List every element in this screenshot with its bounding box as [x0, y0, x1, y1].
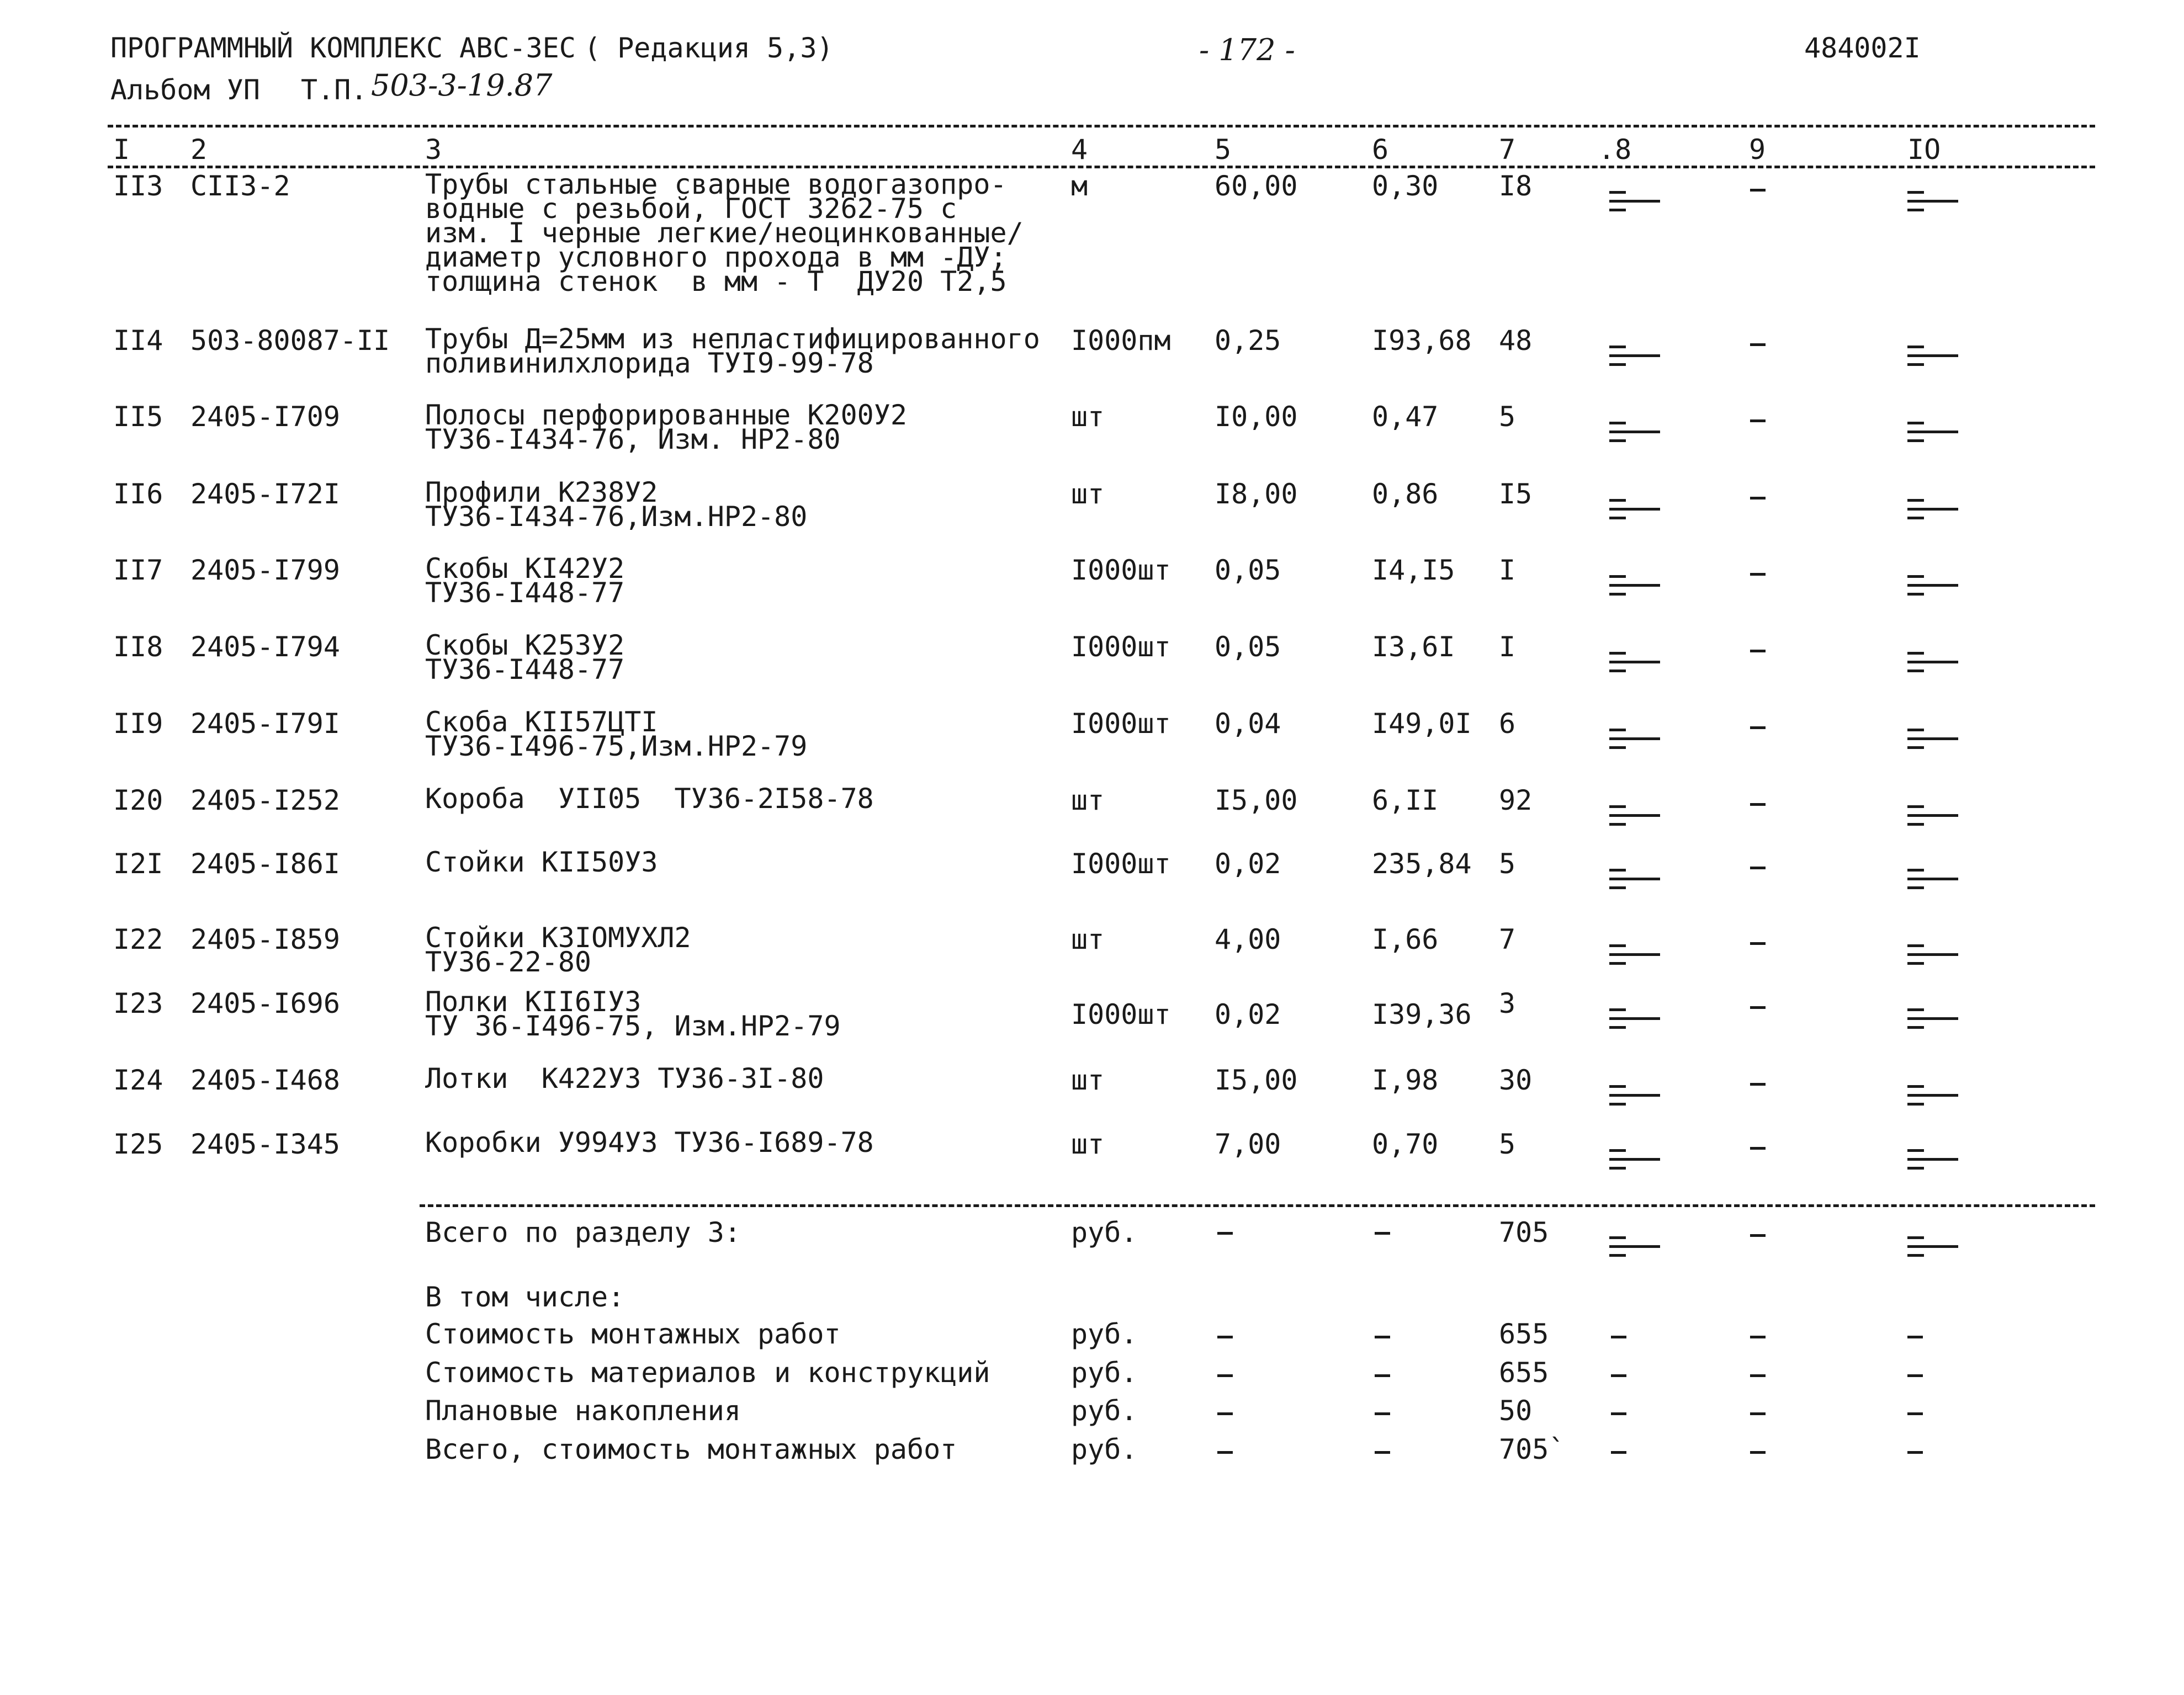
dash-mark	[1750, 419, 1766, 422]
album-label: Альбом УП	[110, 74, 260, 106]
totals-line-unit: руб.	[1071, 1433, 1138, 1465]
unit: м	[1071, 170, 1088, 202]
dash-mark	[1750, 573, 1766, 576]
ditto-mark	[1907, 419, 1963, 444]
quantity: 0,05	[1215, 631, 1281, 663]
description-line: Профили К238У2	[425, 476, 658, 508]
ditto-mark	[1609, 650, 1664, 674]
item-description	[425, 629, 625, 686]
item-description	[425, 986, 841, 1042]
price-code: 2405-I72I	[190, 478, 340, 510]
description-line: толщина стенок в мм - Т ДУ20 Т2,5	[425, 265, 1007, 297]
totals-line-value: 705`	[1499, 1433, 1566, 1465]
unit-price: 6,II	[1372, 784, 1439, 816]
item-description	[425, 1127, 874, 1159]
dash-mark	[1611, 1451, 1626, 1454]
unit-price: I3,6I	[1372, 631, 1455, 663]
description-line: водные с резьбой, ГОСТ 3262-75 с	[425, 193, 957, 225]
dash-mark	[1750, 343, 1766, 346]
dash-mark	[1750, 942, 1766, 945]
price-code: СII3-2	[190, 170, 290, 202]
dash-mark	[1750, 1147, 1766, 1150]
ditto-mark	[1907, 189, 1963, 213]
column-header-6: 6	[1372, 134, 1389, 166]
price-code: 2405-I252	[190, 784, 340, 816]
dash-mark	[1907, 1374, 1923, 1377]
dash-mark	[1217, 1451, 1233, 1454]
column-header-4: 4	[1071, 134, 1088, 166]
quantity: 0,04	[1215, 708, 1281, 740]
dash-mark	[1750, 1083, 1766, 1086]
total-cost: 48	[1499, 325, 1533, 357]
item-description	[425, 783, 874, 815]
price-code: 2405-I86I	[190, 848, 340, 880]
quantity: 0,25	[1215, 325, 1281, 357]
quantity: 7,00	[1215, 1128, 1281, 1160]
unit-price: 0,47	[1372, 401, 1439, 433]
description-line: ТУ36-I496-75,Изм.НР2-79	[425, 730, 808, 762]
dash-mark	[1750, 1006, 1766, 1009]
ditto-mark	[1609, 419, 1664, 444]
tp-number: 503-3-19.87	[371, 68, 553, 103]
unit-price: I93,68	[1372, 325, 1472, 357]
item-description	[425, 168, 1024, 297]
unit-price: 0,70	[1372, 1128, 1439, 1160]
totals-line-label: Стоимость монтажных работ	[425, 1318, 841, 1350]
price-code: 2405-I794	[190, 631, 340, 663]
quantity: 60,00	[1215, 170, 1298, 202]
totals-line-label: Всего, стоимость монтажных работ	[425, 1433, 957, 1465]
ditto-mark	[1907, 726, 1963, 751]
ditto-mark	[1609, 573, 1664, 597]
dash-mark	[1750, 726, 1766, 729]
description-line: Полки КII6IУ3	[425, 986, 642, 1018]
row-number: I24	[113, 1064, 163, 1096]
totals-line-value: 655	[1499, 1318, 1549, 1350]
description-line: ТУ36-I434-76,Изм.НР2-80	[425, 501, 808, 533]
unit: шт	[1071, 478, 1105, 510]
dash-mark	[1907, 1451, 1923, 1454]
row-number: I20	[113, 784, 163, 816]
quantity: I8,00	[1215, 478, 1298, 510]
dash-mark	[1217, 1336, 1233, 1338]
total-cost: I	[1499, 631, 1516, 663]
item-description	[425, 1062, 824, 1094]
unit-price: 0,30	[1372, 170, 1439, 202]
price-code: 2405-I696	[190, 987, 340, 1019]
row-number: II8	[113, 631, 163, 663]
row-number: I23	[113, 987, 163, 1019]
description-line: ТУ36-I448-77	[425, 577, 625, 609]
unit: шт	[1071, 923, 1105, 955]
row-number: I22	[113, 923, 163, 955]
ditto-mark	[1907, 650, 1963, 674]
ditto-mark	[1609, 803, 1664, 827]
column-header-8: .8	[1598, 134, 1632, 166]
totals-line-unit: руб.	[1071, 1318, 1138, 1350]
description-line: Трубы Д=25мм из непластифицированного	[425, 323, 1040, 355]
dash-mark	[1750, 803, 1766, 806]
column-header-5: 5	[1215, 134, 1232, 166]
ditto-mark	[1907, 573, 1963, 597]
unit: шт	[1071, 401, 1105, 433]
dash-mark	[1750, 497, 1766, 500]
dash-mark	[1750, 650, 1766, 652]
row-number: I2I	[113, 848, 163, 880]
ditto-mark	[1609, 343, 1664, 368]
ditto-mark	[1907, 1083, 1963, 1107]
unit-price: I,66	[1372, 923, 1439, 955]
dash-mark	[1907, 1412, 1923, 1415]
dash-mark	[1750, 867, 1766, 869]
dash-mark	[1375, 1336, 1390, 1338]
total-cost: I8	[1499, 170, 1533, 202]
price-code: 2405-I345	[190, 1128, 340, 1160]
unit: шт	[1071, 1064, 1105, 1096]
column-header-2: 2	[190, 134, 208, 166]
description-line: ТУ36-22-80	[425, 946, 592, 978]
description-line: Трубы стальные сварные водогазопро-	[425, 168, 1007, 200]
price-code: 2405-I468	[190, 1064, 340, 1096]
totals-line-value: 50	[1499, 1395, 1533, 1427]
description-line: Стойки К3IОМУХЛ2	[425, 922, 691, 954]
totals-line-unit: руб.	[1071, 1395, 1138, 1427]
description-line: ТУ36-I448-77	[425, 653, 625, 686]
unit-price: I49,0I	[1372, 708, 1472, 740]
ditto-mark	[1907, 942, 1963, 966]
column-header-9: 9	[1749, 134, 1766, 166]
unit: I000шт	[1071, 554, 1171, 586]
ditto-mark	[1907, 497, 1963, 521]
dash-mark	[1611, 1374, 1626, 1377]
ditto-mark	[1907, 1234, 1963, 1258]
section-total-label: Всего по разделу 3:	[425, 1216, 741, 1248]
description-line: диаметр условного прохода в мм -ДУ;	[425, 241, 1007, 273]
total-cost: 3	[1499, 987, 1516, 1019]
ditto-mark	[1907, 867, 1963, 891]
header-top-rule	[108, 125, 2095, 127]
ditto-mark	[1609, 497, 1664, 521]
dash-mark	[1750, 1234, 1766, 1237]
column-header-7: 7	[1499, 134, 1516, 166]
document-code: 484002I	[1804, 32, 1921, 64]
edition-label: ( Редакция 5,3)	[584, 32, 834, 64]
row-number: II5	[113, 401, 163, 433]
total-cost: 5	[1499, 401, 1516, 433]
total-cost: 30	[1499, 1064, 1533, 1096]
dash-mark	[1750, 1412, 1766, 1415]
price-code: 2405-I709	[190, 401, 340, 433]
quantity: 0,05	[1215, 554, 1281, 586]
dash-mark	[1750, 189, 1766, 192]
including-label: В том числе:	[425, 1281, 625, 1313]
description-line: Коробки У994У3 ТУ36-I689-78	[425, 1127, 874, 1159]
description-line: Скобы КI42У2	[425, 552, 625, 585]
ditto-mark	[1907, 1147, 1963, 1171]
ditto-mark	[1907, 803, 1963, 827]
totals-line-label: Плановые накопления	[425, 1395, 741, 1427]
ditto-mark	[1609, 189, 1664, 213]
totals-rule	[420, 1204, 2095, 1207]
description-line: ТУ36-I434-76, Изм. НР2-80	[425, 423, 841, 455]
description-line: Короба УII05 ТУ36-2I58-78	[425, 783, 874, 815]
unit: I000шт	[1071, 708, 1171, 740]
unit: I000шт	[1071, 848, 1171, 880]
total-cost: I5	[1499, 478, 1533, 510]
description-line: Лотки К422У3 ТУ36-3I-80	[425, 1062, 824, 1094]
row-number: II9	[113, 708, 163, 740]
quantity: I5,00	[1215, 1064, 1298, 1096]
price-code: 2405-I799	[190, 554, 340, 586]
totals-line-unit: руб.	[1071, 1357, 1138, 1389]
section-total-unit: руб.	[1071, 1216, 1138, 1248]
quantity: 4,00	[1215, 923, 1281, 955]
total-cost: 92	[1499, 784, 1533, 816]
quantity: 0,02	[1215, 848, 1281, 880]
item-description	[425, 399, 907, 455]
column-header-1: I	[113, 134, 130, 166]
dash-mark	[1750, 1374, 1766, 1377]
unit: шт	[1071, 784, 1105, 816]
row-number: II7	[113, 554, 163, 586]
dash-mark	[1217, 1232, 1233, 1235]
price-code: 2405-I79I	[190, 708, 340, 740]
item-description	[425, 846, 658, 878]
program-title: ПРОГРАММНЫЙ КОМПЛЕКС АВС-ЗЕС	[110, 32, 576, 64]
unit: I000шт	[1071, 631, 1171, 663]
price-code: 2405-I859	[190, 923, 340, 955]
total-cost: 6	[1499, 708, 1516, 740]
description-line: ТУ 36-I496-75, Изм.НР2-79	[425, 1010, 841, 1042]
row-number: I25	[113, 1128, 163, 1160]
item-description	[425, 476, 808, 533]
dash-mark	[1611, 1412, 1626, 1415]
description-line: поливинилхлорида ТУI9-99-78	[425, 347, 874, 379]
unit: I000пм	[1071, 325, 1171, 357]
description-line: Скобы К253У2	[425, 629, 625, 661]
ditto-mark	[1609, 1006, 1664, 1030]
total-cost: 5	[1499, 848, 1516, 880]
ditto-mark	[1609, 1083, 1664, 1107]
description-line: Полосы перфорированные К200У2	[425, 399, 907, 431]
item-description	[425, 922, 691, 978]
row-number: II4	[113, 325, 163, 357]
totals-line-value: 655	[1499, 1357, 1549, 1389]
quantity: 0,02	[1215, 998, 1281, 1030]
row-number: II3	[113, 170, 163, 202]
quantity: I5,00	[1215, 784, 1298, 816]
dash-mark	[1750, 1451, 1766, 1454]
ditto-mark	[1609, 1234, 1664, 1258]
total-cost: 5	[1499, 1128, 1516, 1160]
ditto-mark	[1907, 343, 1963, 368]
column-header-10: IO	[1907, 134, 1941, 166]
description-line: Скоба КII57ЦТI	[425, 706, 658, 738]
row-number: II6	[113, 478, 163, 510]
item-description	[425, 323, 1040, 379]
dash-mark	[1375, 1374, 1390, 1377]
description-line: Стойки КII50У3	[425, 846, 658, 878]
unit-price: I4,I5	[1372, 554, 1455, 586]
column-header-3: 3	[425, 134, 442, 166]
unit-price: 0,86	[1372, 478, 1439, 510]
ditto-mark	[1609, 867, 1664, 891]
dash-mark	[1375, 1232, 1390, 1235]
dash-mark	[1375, 1412, 1390, 1415]
unit-price: 235,84	[1372, 848, 1472, 880]
item-description	[425, 552, 625, 609]
dash-mark	[1750, 1336, 1766, 1338]
ditto-mark	[1609, 942, 1664, 966]
ditto-mark	[1609, 1147, 1664, 1171]
ditto-mark	[1907, 1006, 1963, 1030]
total-cost: 7	[1499, 923, 1516, 955]
quantity: I0,00	[1215, 401, 1298, 433]
ditto-mark	[1609, 726, 1664, 751]
dash-mark	[1375, 1451, 1390, 1454]
tp-label: Т.П.	[301, 74, 368, 106]
section-total-value: 705	[1499, 1216, 1549, 1248]
unit: шт	[1071, 1128, 1105, 1160]
unit-price: I,98	[1372, 1064, 1439, 1096]
header-bottom-rule	[108, 166, 2095, 168]
dash-mark	[1907, 1336, 1923, 1338]
description-line: изм. I черные легкие/неоцинкованные/	[425, 217, 1024, 249]
totals-line-label: Стоимость материалов и конструкций	[425, 1357, 990, 1389]
total-cost: I	[1499, 554, 1516, 586]
dash-mark	[1217, 1412, 1233, 1415]
price-code: 503-80087-II	[190, 325, 390, 357]
dash-mark	[1611, 1336, 1626, 1338]
item-description	[425, 706, 808, 762]
page-number: - 172 -	[1199, 33, 1295, 67]
unit-price: I39,36	[1372, 998, 1472, 1030]
dash-mark	[1217, 1374, 1233, 1377]
unit: I000шт	[1071, 998, 1171, 1030]
